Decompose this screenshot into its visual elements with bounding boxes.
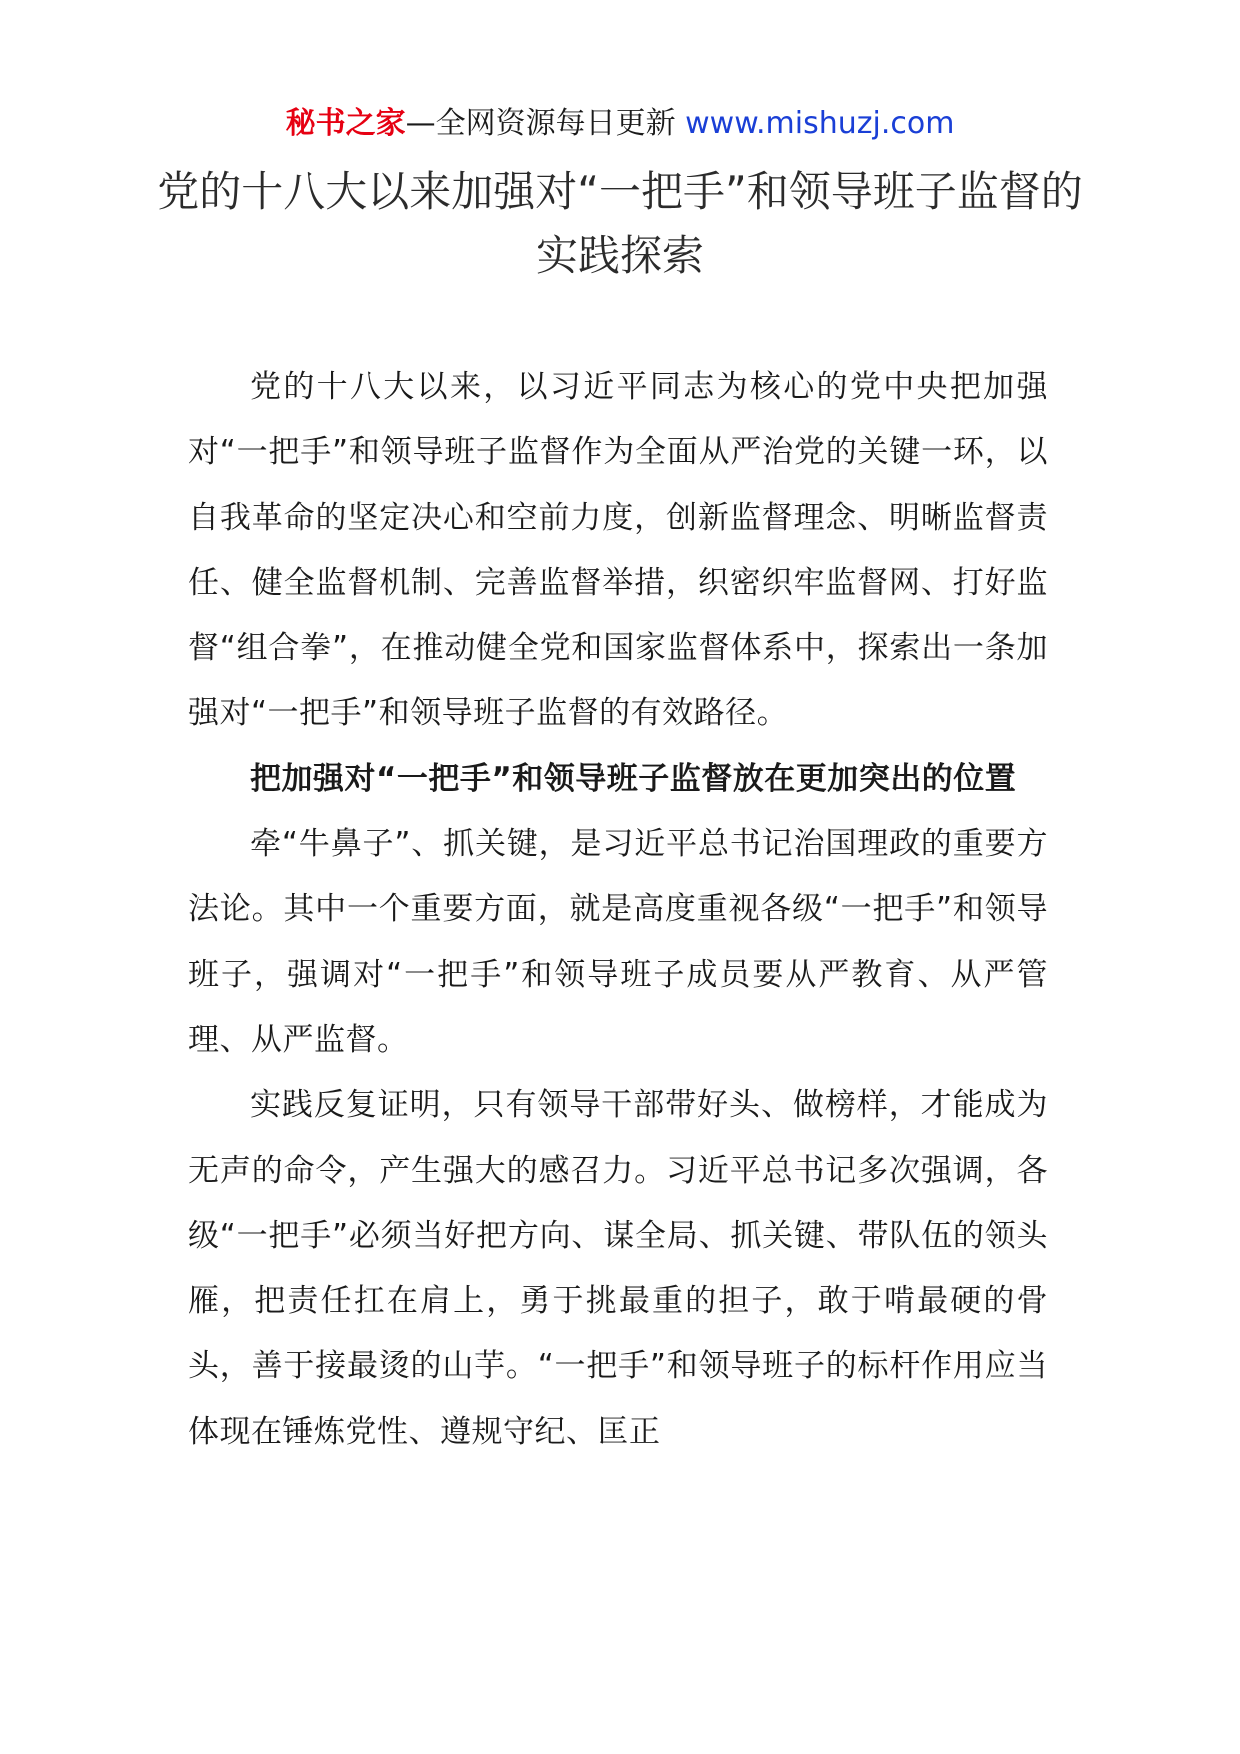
document-title: 党的十八大以来加强对“一把手”和领导班子监督的实践探索 <box>157 167 1083 280</box>
section-paragraph-1: 牵“牛鼻子”、抓关键，是习近平总书记治国理政的重要方法论。其中一个重要方面，就是高度重视各级“一把手”和领导班子，强调对“一把手”和领导班子成员要从严教育、从严管理、从严监督。 <box>188 826 1048 1058</box>
site-header <box>0 104 1240 144</box>
header-tagline: —全网资源每日更新 <box>405 106 686 141</box>
section-paragraph-2: 实践反复证明，只有领导干部带好头、做榜样，才能成为无声的命令，产生强大的感召力。习近平总书记多次强调，各级“一把手”必须当好把方向、谋全局、抓关键、带队伍的领头雁，把责任扛在肩上，勇于挑最重的担子，敢于啃最硬的骨头，善于接最烫的山芋。“一把手”和领导班子的标杆作用应当体现在锤炼党性、遵规守纪、匡正 <box>188 1087 1048 1450</box>
intro-paragraph: 党的十八大以来，以习近平同志为核心的党中央把加强对“一把手”和领导班子监督作为全面从严治党的关键一环，以自我革命的坚定决心和空前力度，创新监督理念、明晰监督责任、健全监督机制、完善监督举措，织密织牢监督网、打好监督“组合拳”，在推动健全党和国家监督体系中，探索出一条加强对“一把手”和领导班子监督的有效路径。 <box>188 369 1048 732</box>
brand-name: 秘书之家 <box>285 106 406 141</box>
section-heading: 把加强对“一把手”和领导班子监督放在更加突出的位置 <box>250 760 1017 797</box>
site-url-link[interactable]: www.mishuzj.com <box>685 106 955 141</box>
document-body <box>188 355 1048 1465</box>
